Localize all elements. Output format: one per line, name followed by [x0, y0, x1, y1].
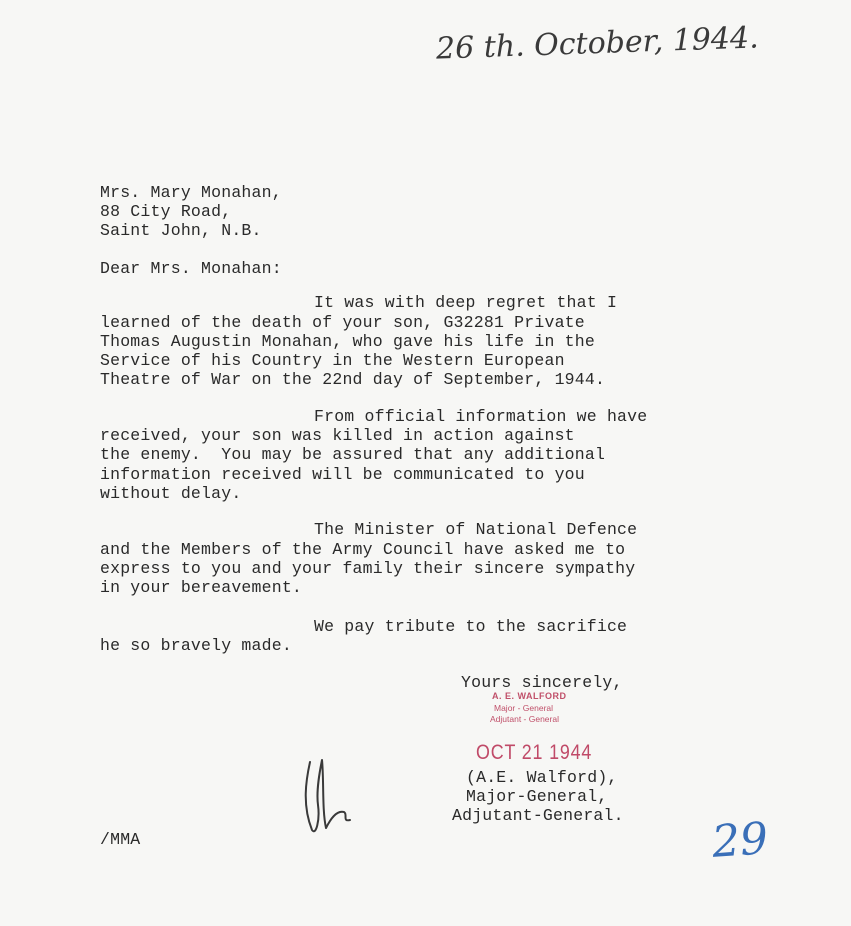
paragraph-1-line-1: It was with deep regret that I	[314, 293, 618, 312]
paragraph-3-line-2: and the Members of the Army Council have asked me to	[100, 540, 626, 559]
handwritten-initials	[292, 750, 372, 840]
paragraph-1-line-2: learned of the death of your son, G32281 Private	[100, 313, 585, 332]
page-number: 29	[710, 813, 770, 868]
paragraph-1-line-3: Thomas Augustin Monahan, who gave his life in the	[100, 332, 595, 351]
stamp-title: Adjutant - General	[490, 714, 559, 724]
paragraph-2-line-5: without delay.	[100, 484, 242, 503]
salutation: Dear Mrs. Monahan:	[100, 259, 282, 278]
stamp-name: A. E. WALFORD	[492, 691, 567, 701]
recipient-street: 88 City Road,	[100, 202, 232, 221]
paragraph-4-line-2: he so bravely made.	[100, 636, 292, 655]
paragraph-3-line-4: in your bereavement.	[100, 578, 303, 597]
paragraph-2-line-3: the enemy. You may be assured that any additional	[100, 445, 606, 464]
paragraph-2-line-4: information received will be communicated to you	[100, 465, 585, 484]
stamp-rank: Major - General	[494, 703, 554, 713]
paragraph-3-line-3: express to you and your family their sincere sympathy	[100, 559, 636, 578]
paragraph-3-line-1: The Minister of National Defence	[314, 520, 638, 539]
handwritten-date: 26 th. October, 1944.	[435, 20, 760, 67]
recipient-name: Mrs. Mary Monahan,	[100, 183, 282, 202]
paragraph-2-line-1: From official information we have	[314, 407, 648, 426]
typist-reference: /MMA	[100, 830, 141, 849]
signature-rank: Major-General,	[466, 787, 608, 806]
paragraph-1-line-5: Theatre of War on the 22nd day of September, 1944.	[100, 370, 606, 389]
closing: Yours sincerely,	[461, 673, 623, 692]
signature-title: Adjutant-General.	[452, 806, 624, 825]
paragraph-4-line-1: We pay tribute to the sacrifice	[314, 617, 628, 636]
paragraph-1-line-4: Service of his Country in the Western European	[100, 351, 565, 370]
date-stamp: OCT 21 1944	[476, 741, 593, 764]
paragraph-2-line-2: received, your son was killed in action against	[100, 426, 575, 445]
signature-name: (A.E. Walford),	[466, 768, 618, 787]
recipient-city: Saint John, N.B.	[100, 221, 262, 240]
